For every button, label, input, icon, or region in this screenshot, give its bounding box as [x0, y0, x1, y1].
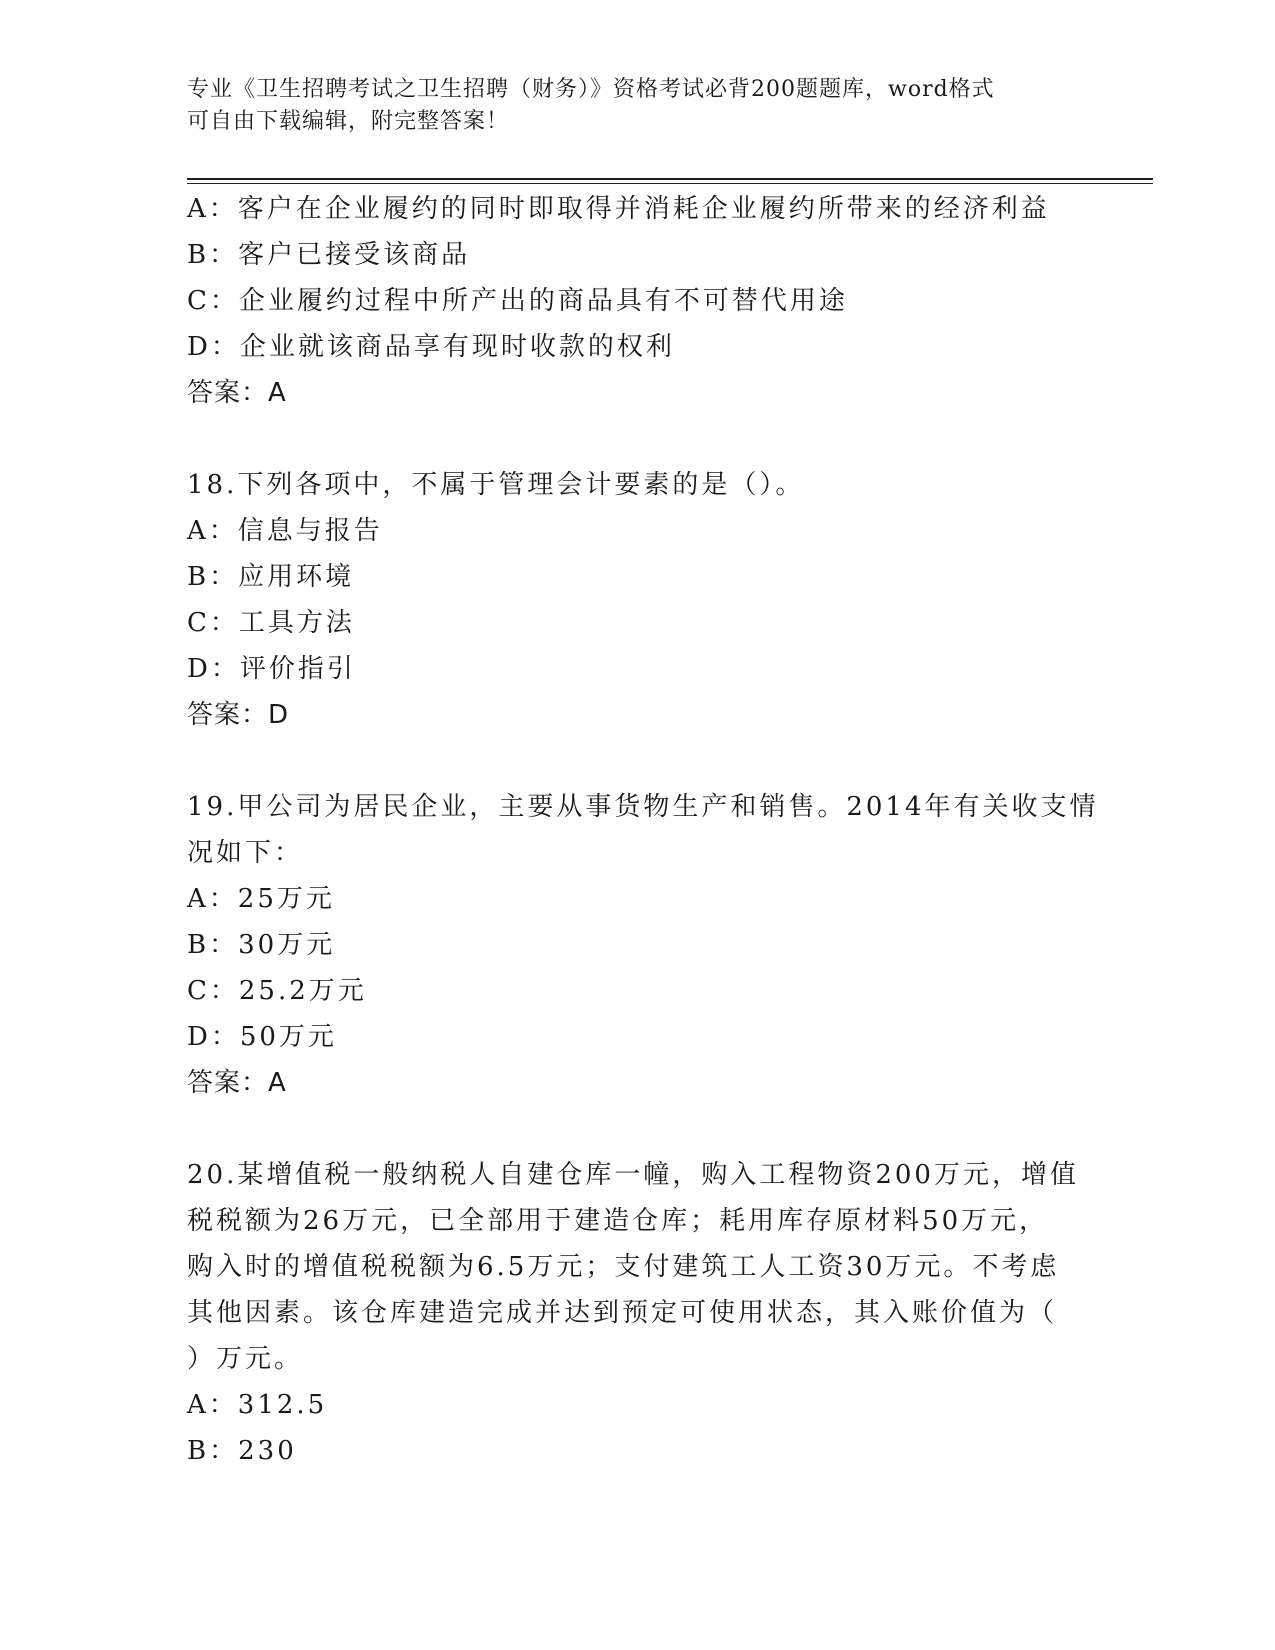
question-list — [187, 186, 1099, 1474]
question-block-19 — [187, 784, 1099, 1106]
spacer — [187, 1106, 1087, 1152]
option-d: D：评价指引 — [187, 654, 356, 684]
option-d: D：企业就该商品享有现时收款的权利 — [187, 332, 675, 362]
option-c: C：25.2万元 — [187, 976, 367, 1006]
document-header — [187, 74, 1087, 138]
question-stem-line-1: 20.某增值税一般纳税人自建仓库一幢，购入工程物资200万元，增值 — [187, 1160, 1079, 1190]
question-stem-line-2: 况如下： — [187, 838, 304, 868]
option-a: A：312.5 — [187, 1390, 328, 1420]
spacer — [187, 738, 1087, 784]
header-divider-thin — [187, 183, 1153, 184]
option-a: A：25万元 — [187, 884, 335, 914]
option-b: B：230 — [187, 1436, 297, 1466]
option-b: B：客户已接受该商品 — [187, 240, 471, 270]
question-stem-line-1: 19.甲公司为居民企业，主要从事货物生产和销售。2014年有关收支情 — [187, 792, 1099, 822]
option-b: B：30万元 — [187, 930, 336, 960]
question-stem-line-5: ）万元。 — [187, 1344, 304, 1374]
header-line-2: 可自由下载编辑，附完整答案！ — [187, 109, 510, 134]
option-c: C：工具方法 — [187, 608, 355, 638]
spacer — [187, 416, 1087, 462]
answer-label: 答案：A — [187, 1068, 287, 1098]
question-stem: 18.下列各项中，不属于管理会计要素的是（）。 — [187, 470, 805, 500]
question-stem-line-2: 税税额为26万元，已全部用于建造仓库；耗用库存原材料50万元， — [187, 1206, 1049, 1236]
question-stem-line-3: 购入时的增值税税额为6.5万元；支付建筑工人工资30万元。不考虑 — [187, 1252, 1060, 1282]
option-b: B：应用环境 — [187, 562, 355, 592]
answer-label: 答案：A — [187, 378, 287, 408]
option-d: D：50万元 — [187, 1022, 337, 1052]
question-stem-line-4: 其他因素。该仓库建造完成并达到预定可使用状态，其入账价值为（ — [187, 1298, 1058, 1328]
header-line-1: 专业《卫生招聘考试之卫生招聘（财务）》资格考试必背200题题库，word格式 — [187, 77, 995, 102]
question-block-17 — [187, 186, 1087, 416]
answer-label: 答案：D — [187, 700, 290, 730]
header-divider — [187, 178, 1153, 180]
option-a: A：客户在企业履约的同时即取得并消耗企业履约所带来的经济利益 — [187, 194, 1050, 224]
question-block-18 — [187, 462, 1087, 738]
option-c: C：企业履约过程中所产出的商品具有不可替代用途 — [187, 286, 848, 316]
question-block-20 — [187, 1152, 1087, 1474]
option-a: A：信息与报告 — [187, 516, 383, 546]
